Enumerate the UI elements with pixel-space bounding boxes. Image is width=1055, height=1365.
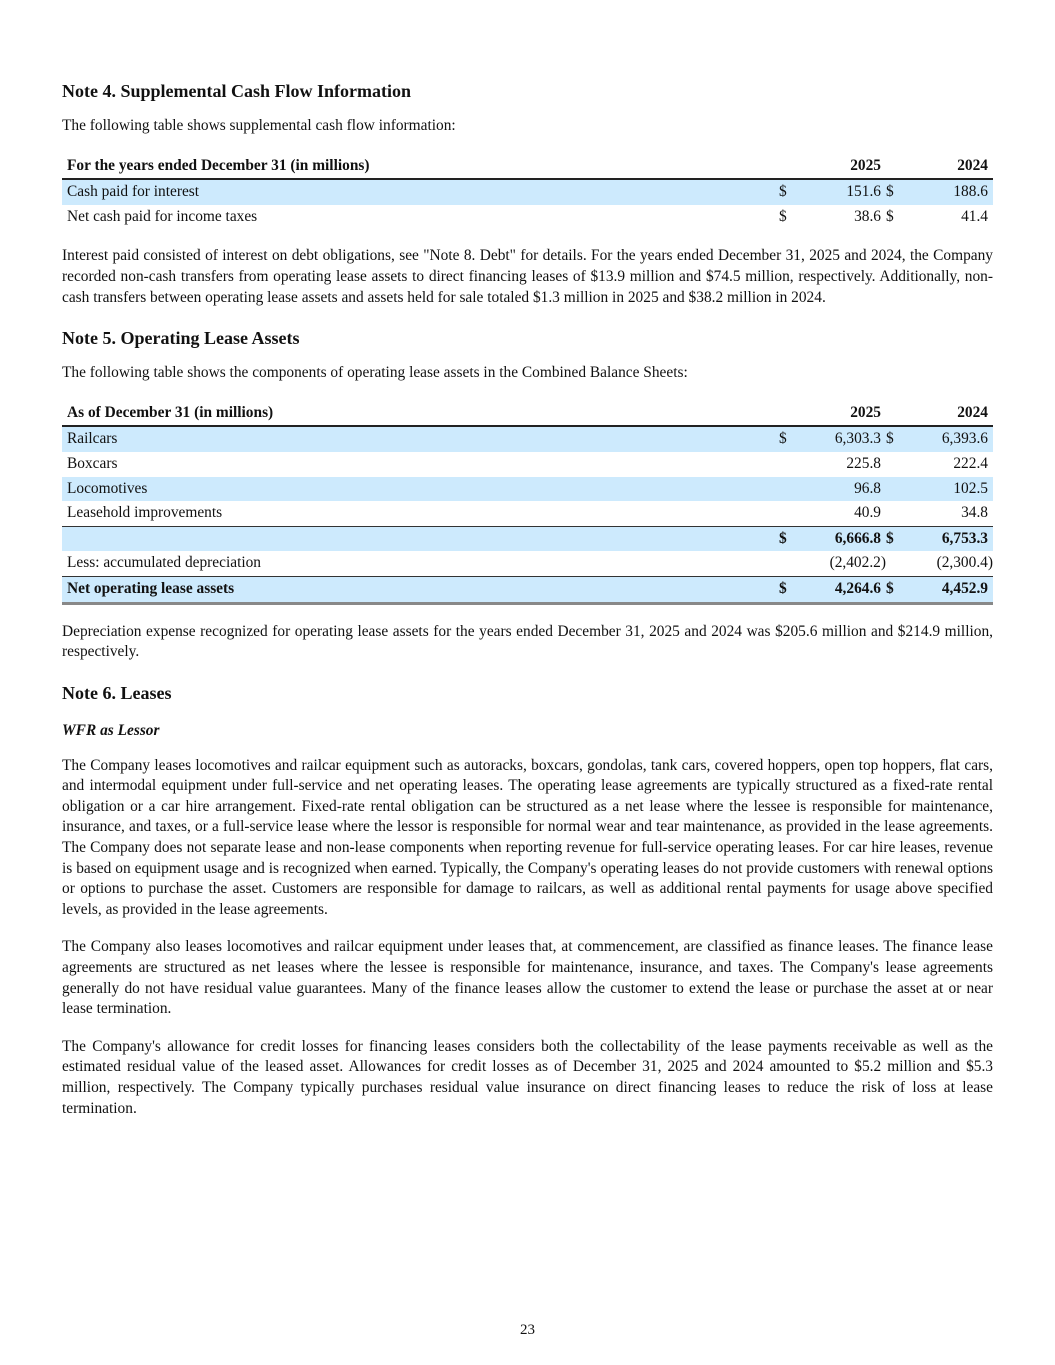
note4-intro: The following table shows supplemental cash flow information: bbox=[62, 117, 456, 134]
column-header-2025: 2025 bbox=[806, 154, 886, 180]
cash-flow-table bbox=[62, 154, 993, 230]
row-label: Less: accumulated depreciation bbox=[67, 554, 262, 572]
value-2024: 102.5 bbox=[913, 477, 993, 502]
currency-symbol: $ bbox=[779, 426, 806, 452]
currency-symbol: $ bbox=[779, 576, 806, 603]
value-2025: 4,264.6 bbox=[806, 576, 886, 603]
row-label: Leasehold improvements bbox=[67, 504, 223, 522]
value-2025: 96.8 bbox=[806, 477, 886, 502]
row-label: Cash paid for interest bbox=[62, 179, 779, 205]
currency-symbol bbox=[779, 501, 806, 526]
value-2025: 40.9 bbox=[854, 504, 881, 522]
note4-heading: Note 4. Supplemental Cash Flow Information bbox=[62, 81, 412, 101]
currency-symbol: $ bbox=[779, 207, 787, 225]
value-2024: (2,300.4) bbox=[936, 554, 993, 572]
note6-paragraph-2: The Company also leases locomotives and railcar equipment under leases that, at commencement, are classified as finance leases. The finance lease agreements are structured as net leases where the lessee is responsible for maintenance, insurance, and taxes. The Company's lease agreements generally do not have residual value guarantees. Many of the finance leases allow the customer to extend the lease or purchase the asset at or near lease termination. bbox=[62, 938, 993, 1018]
currency-symbol: $ bbox=[886, 576, 913, 603]
note5-paragraph: Depreciation expense recognized for operating lease assets for the years ended December 31, 2025 and 2024 was $205.6 million and $214.9 million, respectively. bbox=[62, 622, 993, 661]
value-2024: 34.8 bbox=[961, 504, 988, 522]
operating-lease-assets-table bbox=[62, 401, 993, 605]
row-label: Net cash paid for income taxes bbox=[67, 207, 258, 225]
note6-paragraph-3: The Company's allowance for credit losses for financing leases considers both the collectability of the lease payments receivable as well as the estimated residual value of the leased asset. Allowances for credit losses as of December 31, 2025 and 2024 amounted to $5.2 million and $5.3 million, respectively. The Company typically purchases residual value insurance on direct financing leases to reduce the risk of loss at lease termination. bbox=[62, 1037, 993, 1117]
value-2025: 225.8 bbox=[846, 454, 881, 472]
currency-symbol: $ bbox=[779, 179, 806, 205]
note6-paragraph-1: The Company leases locomotives and railcar equipment such as autoracks, boxcars, gondolas, tank cars, covered hoppers, open top hoppers, flat cars, and intermodal equipment under full-service and net operating leases. The operating lease agreements are typically structured as a fixed-rate rental obligation or a car hire arrangement. Fixed-rate rental obligation can be structured as a net lease where the lessee is responsible for maintenance, insurance, and taxes, or a full-service lease where the lessor is responsible for normal wear and tear maintenance, as provided in the lease agreements. The Company does not separate lease and non-lease components when reporting revenue for full-service operating leases. For car hire leases, revenue is based on equipment usage and is recognized when earned. Typically, the Company's operating leases do not provide customers with renewal options or options to purchase the asset. Customers are responsible for damage to railcars, as well as additional rental payments for usage above specified levels, as provided in the lease agreements. bbox=[62, 756, 993, 918]
note6-heading: Note 6. Leases bbox=[62, 682, 172, 703]
table-header-label: For the years ended December 31 (in millions) bbox=[62, 154, 779, 180]
total-row bbox=[62, 576, 993, 603]
currency-symbol bbox=[886, 551, 913, 576]
row-label bbox=[62, 526, 779, 551]
value-2024: 222.4 bbox=[953, 454, 988, 472]
table-header-row bbox=[62, 154, 993, 180]
value-2024: 41.4 bbox=[961, 207, 988, 225]
table-header-label: As of December 31 (in millions) bbox=[62, 401, 779, 427]
currency-symbol: $ bbox=[886, 207, 894, 225]
table-row bbox=[62, 452, 993, 477]
page-number: 23 bbox=[520, 1322, 535, 1338]
value-2024: 188.6 bbox=[913, 179, 993, 205]
currency-symbol bbox=[886, 501, 913, 526]
row-label: Railcars bbox=[62, 426, 779, 452]
currency-symbol bbox=[886, 477, 913, 502]
column-header-2025: 2025 bbox=[806, 401, 886, 427]
value-2025: 151.6 bbox=[806, 179, 886, 205]
value-2024: 4,452.9 bbox=[913, 576, 993, 603]
value-2024: 6,393.6 bbox=[913, 426, 993, 452]
value-2024: 6,753.3 bbox=[913, 526, 993, 551]
currency-symbol: $ bbox=[886, 426, 913, 452]
table-row bbox=[62, 179, 993, 205]
value-2025: 6,303.3 bbox=[806, 426, 886, 452]
note5-intro: The following table shows the components of operating lease assets in the Combined Balance Sheets: bbox=[62, 364, 688, 382]
document-page bbox=[62, 78, 993, 1119]
currency-symbol bbox=[886, 452, 913, 477]
subtotal-row bbox=[62, 526, 993, 551]
currency-symbol bbox=[779, 551, 806, 576]
table-row bbox=[62, 477, 993, 502]
row-label: Net operating lease assets bbox=[62, 576, 779, 603]
note6-subheading: WFR as Lessor bbox=[62, 721, 160, 739]
note5-heading: Note 5. Operating Lease Assets bbox=[62, 328, 300, 349]
currency-symbol: $ bbox=[886, 526, 913, 551]
table-row bbox=[62, 426, 993, 452]
row-label: Locomotives bbox=[62, 477, 779, 502]
currency-symbol bbox=[779, 452, 806, 477]
value-2025: (2,402.2) bbox=[829, 554, 886, 572]
note4-paragraph: Interest paid consisted of interest on debt obligations, see "Note 8. Debt" for details. For the years ended December 31, 2025 and 2024, the Company recorded non-cash transfers from operating lease assets to direct financing leases of $13.9 million and $74.5 million, respectively. Additionally, non-cash transfers between operating lease assets and assets held for sale totaled $1.3 million in 2025 and $38.2 million in 2024. bbox=[62, 247, 993, 306]
column-header-2024: 2024 bbox=[913, 154, 993, 180]
value-2025: 6,666.8 bbox=[806, 526, 886, 551]
table-row bbox=[62, 551, 993, 576]
table-row bbox=[62, 501, 993, 526]
row-label: Boxcars bbox=[67, 454, 118, 472]
column-header-2024: 2024 bbox=[913, 401, 993, 427]
currency-symbol: $ bbox=[886, 179, 913, 205]
table-row bbox=[62, 205, 993, 230]
currency-symbol: $ bbox=[779, 526, 806, 551]
currency-symbol bbox=[779, 477, 806, 502]
table-header-row bbox=[62, 401, 993, 427]
value-2025: 38.6 bbox=[854, 207, 881, 225]
